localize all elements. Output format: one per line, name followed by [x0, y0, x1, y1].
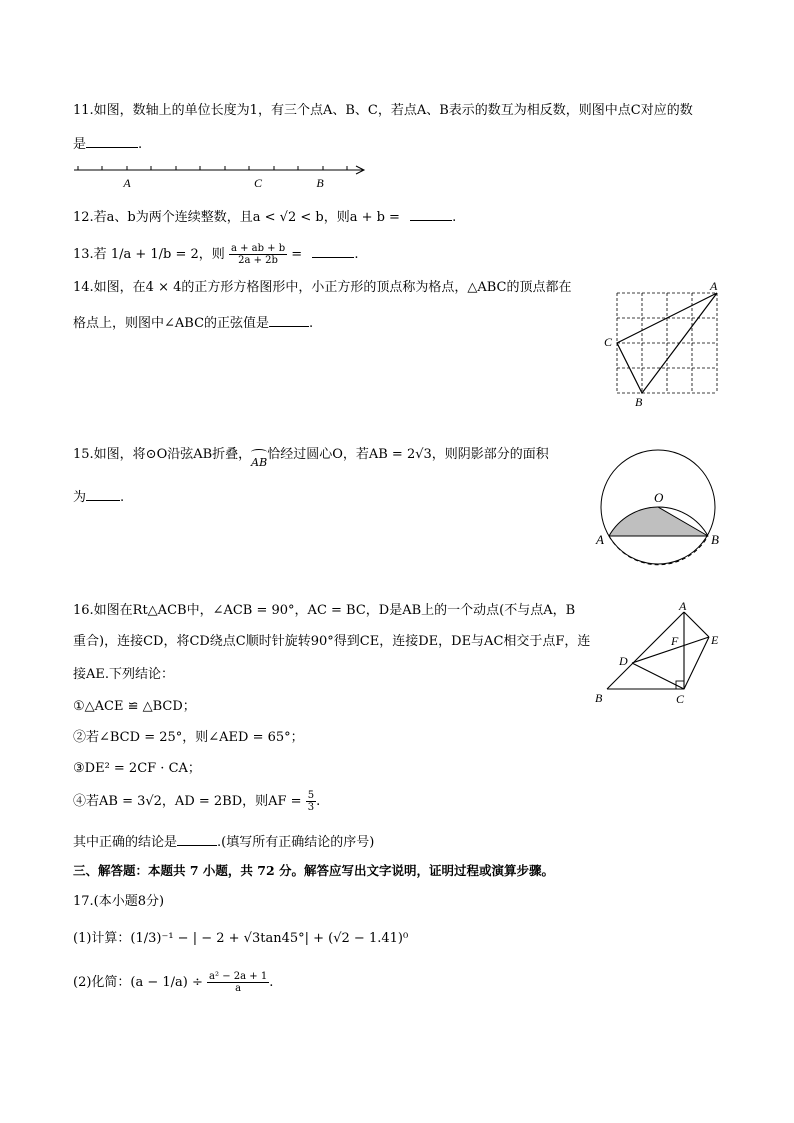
grid-label-a: A — [710, 280, 718, 293]
q13-prefix: 13.若 — [73, 247, 107, 262]
q11-suffix: . — [138, 137, 143, 152]
q13-numerator: a + ab + b — [230, 243, 286, 254]
q16-line3: 接AE.下列结论： — [73, 667, 175, 682]
q12-answer-blank[interactable] — [410, 206, 452, 221]
q13-eq1: 1/a + 1/b = 2，则 — [110, 247, 225, 262]
q16-c4-suffix: . — [316, 794, 321, 809]
q15-text-b: 恰经过圆心O，若AB = 2√3，则阴影部分的面积 — [267, 447, 549, 462]
section-3-heading: 三、解答题：本题共 7 小题，共 72 分。解答应写出文字说明，证明过程或演算步骤。 — [73, 863, 555, 878]
q14-suffix: . — [309, 316, 314, 331]
original-arc-dashed — [609, 536, 708, 565]
q13 — [73, 243, 358, 266]
q13-answer-blank[interactable] — [312, 243, 354, 258]
q14-prefix: 格点上，则图中∠ABC的正弦值是 — [73, 316, 270, 331]
number-line-figure — [70, 160, 380, 192]
rotation-triangle-figure — [590, 598, 730, 710]
q13-eq2: = — [291, 247, 303, 262]
q13-denominator: 2a + 2b — [238, 255, 278, 266]
q11-line2 — [73, 133, 142, 155]
number-line-label-a: A — [123, 176, 131, 190]
q15-arc-ab — [251, 453, 267, 473]
q17-p2-fraction — [207, 971, 269, 994]
tri-label-a: A — [679, 599, 687, 613]
folded-circle-figure — [592, 440, 732, 575]
tri-label-c: C — [676, 692, 685, 706]
q16-line1: 16.如图在Rt△ACB中，∠ACB = 90°，AC = BC，D是AB上的一个动点(不与点A，B — [73, 603, 576, 618]
q16-answer-blank[interactable] — [177, 831, 217, 846]
q11-line1: 11.如图，数轴上的单位长度为1，有三个点A、B、C，若点A、B表示的数互为相反数，则图中点C对应的数 — [73, 103, 693, 118]
q15-prefix: 为 — [73, 490, 87, 505]
number-line-label-b: B — [316, 176, 324, 190]
q14-line1: 14.如图，在4 × 4的正方形方格图形中，小正方形的顶点称为格点，△ABC的顶点都在 — [73, 280, 572, 295]
q15-arc-label: AB — [251, 456, 268, 469]
q11-prefix: 是 — [73, 137, 87, 152]
q16-c4-numerator: 5 — [307, 790, 315, 801]
q17-part2 — [73, 971, 273, 994]
q17-p2-numerator: a² − 2a + 1 — [209, 971, 268, 982]
shaded-region — [609, 507, 708, 536]
q16-conclusion-2: ②若∠BCD = 25°，则∠AED = 65°； — [73, 730, 304, 745]
q14-answer-blank[interactable] — [269, 312, 309, 327]
tri-label-f: F — [671, 634, 679, 648]
tri-label-b: B — [595, 691, 603, 705]
q16-conclusion-4 — [73, 790, 320, 813]
q12-text: 12.若a、b为两个连续整数，且a < √2 < b，则a + b = — [73, 210, 400, 225]
q15-line2 — [73, 486, 124, 508]
q16-answer-prefix: 其中正确的结论是 — [73, 835, 178, 850]
triangle-lines — [607, 612, 709, 689]
number-line-label-c: C — [253, 176, 263, 190]
number-line-ticks — [78, 166, 347, 170]
tri-label-e: E — [711, 633, 719, 647]
q17-p2-suffix: . — [269, 975, 274, 990]
circle-label-a: A — [596, 532, 604, 547]
q11-answer-blank[interactable] — [86, 133, 138, 148]
q12-suffix: . — [452, 210, 457, 225]
q15-line1 — [73, 445, 549, 473]
q17-p2-denominator: a — [235, 983, 242, 994]
q16-line2: 重合)，连接CD，将CD绕点C顺时针旋转90°得到CE，连接DE，DE与AC相交于点F，连 — [73, 634, 591, 649]
q16-c4-fraction — [306, 790, 316, 813]
circle-label-o: O — [654, 490, 664, 505]
q15-suffix: . — [120, 490, 125, 505]
q17-part1: (1)计算：(1/3)⁻¹ − | − 2 + √3tan45°| + (√2 − 1.41)⁰ — [73, 931, 409, 946]
grid-lines — [617, 293, 717, 393]
q15-text-a: 15.如图，将⊙O沿弦AB折叠， — [73, 447, 252, 462]
q14-line2 — [73, 312, 313, 334]
q12 — [73, 206, 456, 228]
q17-p2-prefix: (2)化简：(a − 1/a) ÷ — [73, 975, 203, 990]
q16-answer-line — [73, 831, 374, 853]
grid-triangle-figure — [600, 280, 730, 410]
q16-answer-suffix: .(填写所有正确结论的序号) — [217, 835, 375, 850]
grid-label-c: C — [604, 335, 613, 349]
q16-conclusion-3: ③DE² = 2CF · CA； — [73, 761, 201, 776]
arc-symbol — [251, 449, 267, 455]
q17-title: 17.(本小题8分) — [73, 894, 165, 909]
grid-label-b: B — [635, 395, 643, 409]
q16-c4-prefix: ④若AB = 3√2，AD = 2BD，则AF = — [73, 794, 302, 809]
circle-label-b: B — [711, 532, 719, 547]
q13-suffix: . — [354, 247, 359, 262]
q15-answer-blank[interactable] — [86, 486, 120, 501]
q16-conclusion-1: ①△ACE ≌ △BCD； — [73, 699, 196, 714]
tri-label-d: D — [619, 654, 628, 668]
q13-fraction — [229, 243, 287, 266]
q16-c4-denominator: 3 — [307, 802, 315, 813]
